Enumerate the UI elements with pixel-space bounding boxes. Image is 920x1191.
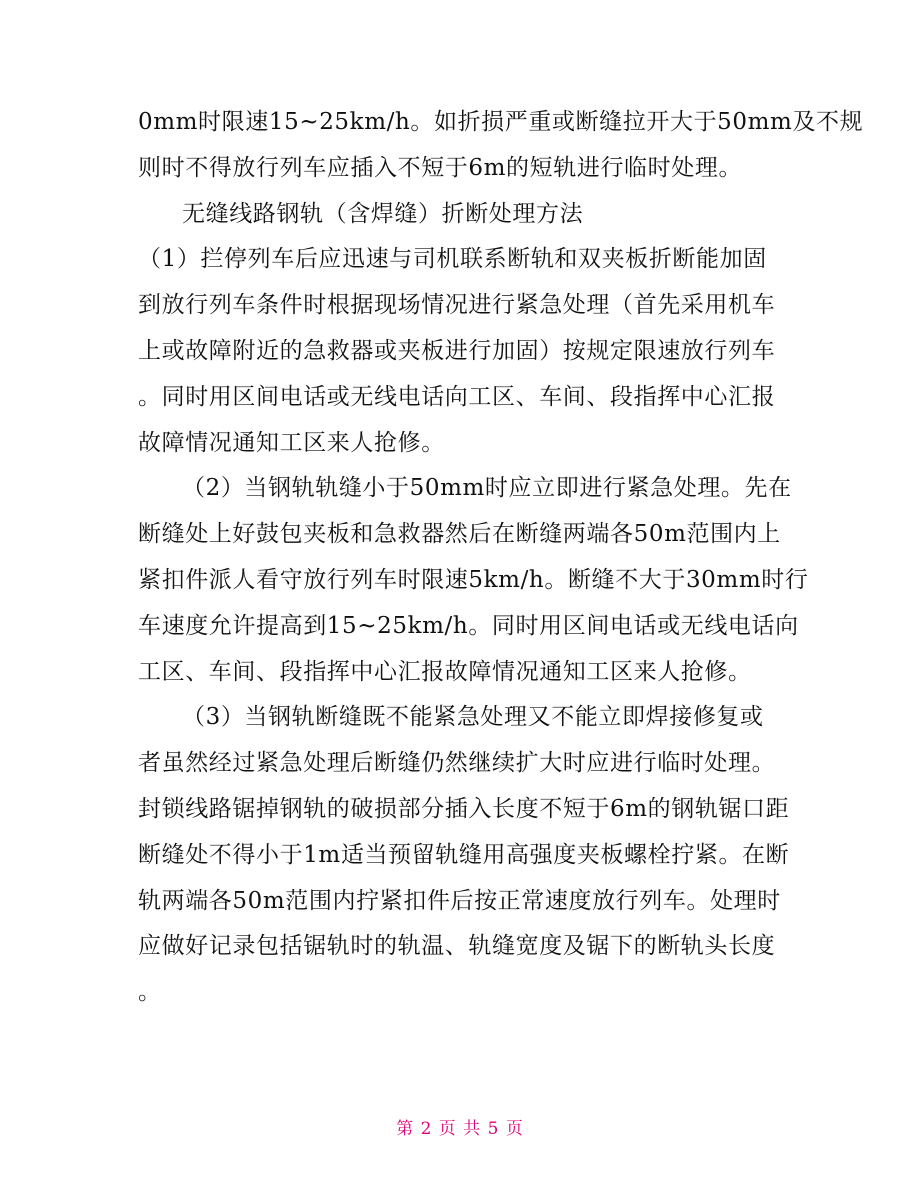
text-line: 故障情况通知工区来人抢修。 xyxy=(138,429,445,456)
text-line: 到放行列车条件时根据现场情况进行紧急处理（首先采用机车 xyxy=(138,292,776,319)
section-heading: 无缝线路钢轨（含焊缝）折断处理方法 xyxy=(182,200,584,227)
document-body xyxy=(138,100,864,1016)
text-line: 上或故障附近的急救器或夹板进行加固）按规定限速放行列车 xyxy=(138,337,776,364)
text-line: 车速度允许提高到15~25km/h。同时用区间电话或无线电话向 xyxy=(138,612,799,639)
text-line: 则时不得放行列车应插入不短于6m的短轨进行临时处理。 xyxy=(138,154,743,181)
page-number-footer: 第 2 页 共 5 页 xyxy=(396,1119,524,1139)
text-line: 。 xyxy=(138,979,162,1006)
text-line: 工区、车间、段指挥中心汇报故障情况通知工区来人抢修。 xyxy=(138,658,752,685)
text-line: 紧扣件派人看守放行列车时限速5km/h。断缝不大于30mm时行 xyxy=(138,566,809,593)
text-line: 断缝处上好鼓包夹板和急救器然后在断缝两端各50m范围内上 xyxy=(138,521,781,548)
text-line: 0mm时限速15~25km/h。如折损严重或断缝拉开大于50mm及不规 xyxy=(138,109,864,135)
text-line: （1）拦停列车后应迅速与司机联系断轨和双夹板折断能加固 xyxy=(138,246,767,273)
text-line: 者虽然经过紧急处理后断缝仍然继续扩大时应进行临时处理。 xyxy=(138,750,776,777)
text-line: 封锁线路锯掉钢轨的破损部分插入长度不短于6m的钢轨锯口距 xyxy=(138,795,790,822)
text-line: 轨两端各50m范围内拧紧扣件后按正常速度放行列车。处理时 xyxy=(138,887,781,914)
text-line: （2）当钢轨轨缝小于50mm时应立即进行紧急处理。先在 xyxy=(182,475,792,502)
text-line: 。同时用区间电话或无线电话向工区、车间、段指挥中心汇报 xyxy=(138,383,776,410)
text-line: 断缝处不得小于1m适当预留轨缝用高强度夹板螺栓拧紧。在断 xyxy=(138,841,790,868)
text-line: 应做好记录包括锯轨时的轨温、轨缝宽度及锯下的断轨头长度 xyxy=(138,933,776,960)
text-line: （3）当钢轨断缝既不能紧急处理又不能立即焊接修复或 xyxy=(182,704,764,731)
